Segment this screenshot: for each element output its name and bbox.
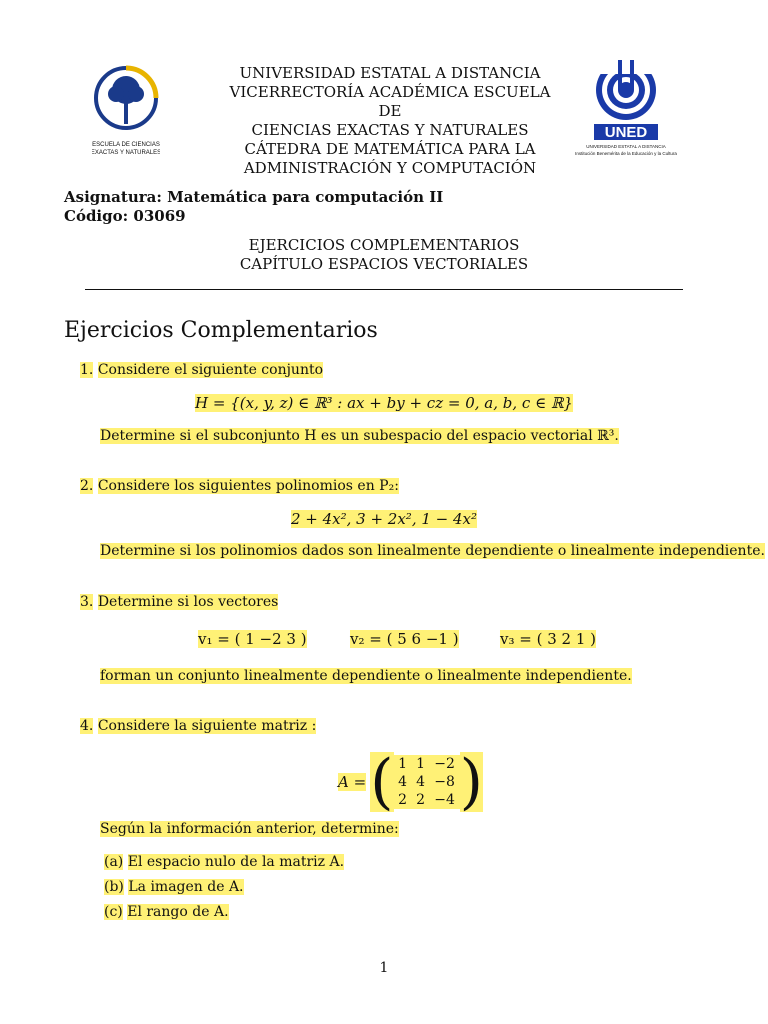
exercise-1-question: Determine si el subconjunto H es un subespacio del espacio vectorial ℝ³. [100, 428, 619, 444]
exercise-3-question: forman un conjunto linealmente dependiente o linealmente independiente. [100, 668, 632, 684]
exercise-4-part-b [104, 879, 244, 895]
document-title [64, 236, 704, 274]
vector-v1: v₁ = ( 1 −2 3 ) [198, 630, 307, 648]
page-number: 1 [379, 960, 389, 976]
right-paren: ) [459, 747, 484, 817]
course-code: Código: 03069 [64, 207, 186, 225]
title-line-2: CAPÍTULO ESPACIOS VECTORIALES [239, 255, 529, 273]
svg-text:Institución Benemérita de la E: Institución Benemérita de la Educación y la Cultura [575, 151, 677, 156]
exercise-number: 4. [80, 718, 94, 734]
vector-v2: v₂ = ( 5 6 −1 ) [350, 630, 459, 648]
institution-header [220, 64, 560, 178]
exercise-2-question: Determine si los polinomios dados son linealmente dependiente o linealmente independiente. [100, 543, 765, 559]
course-info [64, 188, 443, 226]
svg-text:UNED: UNED [604, 124, 648, 141]
matrix-cell: 1 [398, 756, 408, 772]
course-name: Asignatura: Matemática para computación II [64, 188, 444, 206]
exercise-3-intro [80, 594, 278, 610]
part-label: (a) [104, 854, 124, 870]
part-text: La imagen de A. [128, 879, 244, 895]
svg-text:ESCUELA DE CIENCIAS: ESCUELA DE CIENCIAS [92, 142, 160, 148]
school-logo [92, 62, 160, 162]
exercise-1-formula: H = {(x, y, z) ∈ ℝ³ : ax + by + cz = 0, a, b, c ∈ ℝ} [195, 394, 573, 412]
part-label: (c) [104, 904, 123, 920]
matrix-cell: 1 [416, 756, 426, 772]
matrix-cell: −8 [434, 774, 455, 790]
matrix-cell: 4 [416, 774, 426, 790]
matrix-label: A = [338, 773, 367, 791]
exercise-1-intro [80, 362, 323, 378]
uned-logo [572, 58, 680, 166]
header-line: ADMINISTRACIÓN Y COMPUTACIÓN [243, 159, 537, 177]
exercise-text: Considere el siguiente conjunto [97, 362, 324, 378]
svg-text:UNIVERSIDAD ESTATAL A DISTANCI: UNIVERSIDAD ESTATAL A DISTANCIA [586, 144, 666, 149]
header-line: UNIVERSIDAD ESTATAL A DISTANCIA [239, 64, 541, 82]
header-line: CÁTEDRA DE MATEMÁTICA PARA LA [244, 140, 536, 158]
exercise-2-formula: 2 + 4x², 3 + 2x², 1 − 4x² [290, 510, 478, 528]
matrix-cell: 4 [398, 774, 408, 790]
header-line: VICERRECTORÍA ACADÉMICA ESCUELA DE [229, 83, 551, 120]
exercise-number: 3. [80, 594, 94, 610]
part-label: (b) [104, 879, 124, 895]
exercise-4-part-c [104, 904, 229, 920]
section-title: Ejercicios Complementarios [64, 318, 378, 343]
matrix-entries [394, 755, 460, 809]
exercise-4-question: Según la información anterior, determine: [100, 821, 399, 837]
part-text: El rango de A. [127, 904, 229, 920]
exercise-4-part-a [104, 854, 344, 870]
exercise-text: Considere los siguientes polinomios en P₂: [97, 478, 399, 494]
exercise-text: Considere la siguiente matriz : [97, 718, 317, 734]
divider [85, 289, 683, 290]
matrix-A [338, 747, 484, 817]
matrix-cell: −2 [434, 756, 455, 772]
matrix-cell: −4 [434, 792, 455, 808]
exercise-number: 2. [80, 478, 94, 494]
header-line: CIENCIAS EXACTAS Y NATURALES [251, 121, 529, 139]
matrix-cell: 2 [416, 792, 426, 808]
part-text: El espacio nulo de la matriz A. [127, 854, 345, 870]
matrix-cell: 2 [398, 792, 408, 808]
vector-v3: v₃ = ( 3 2 1 ) [500, 630, 596, 648]
exercise-text: Determine si los vectores [97, 594, 279, 610]
left-paren: ( [370, 747, 394, 817]
svg-text:EXACTAS Y NATURALES: EXACTAS Y NATURALES [92, 150, 160, 156]
exercise-2-intro [80, 478, 399, 494]
exercise-4-intro [80, 718, 316, 734]
title-line-1: EJERCICIOS COMPLEMENTARIOS [248, 236, 520, 254]
exercise-number: 1. [80, 362, 94, 378]
